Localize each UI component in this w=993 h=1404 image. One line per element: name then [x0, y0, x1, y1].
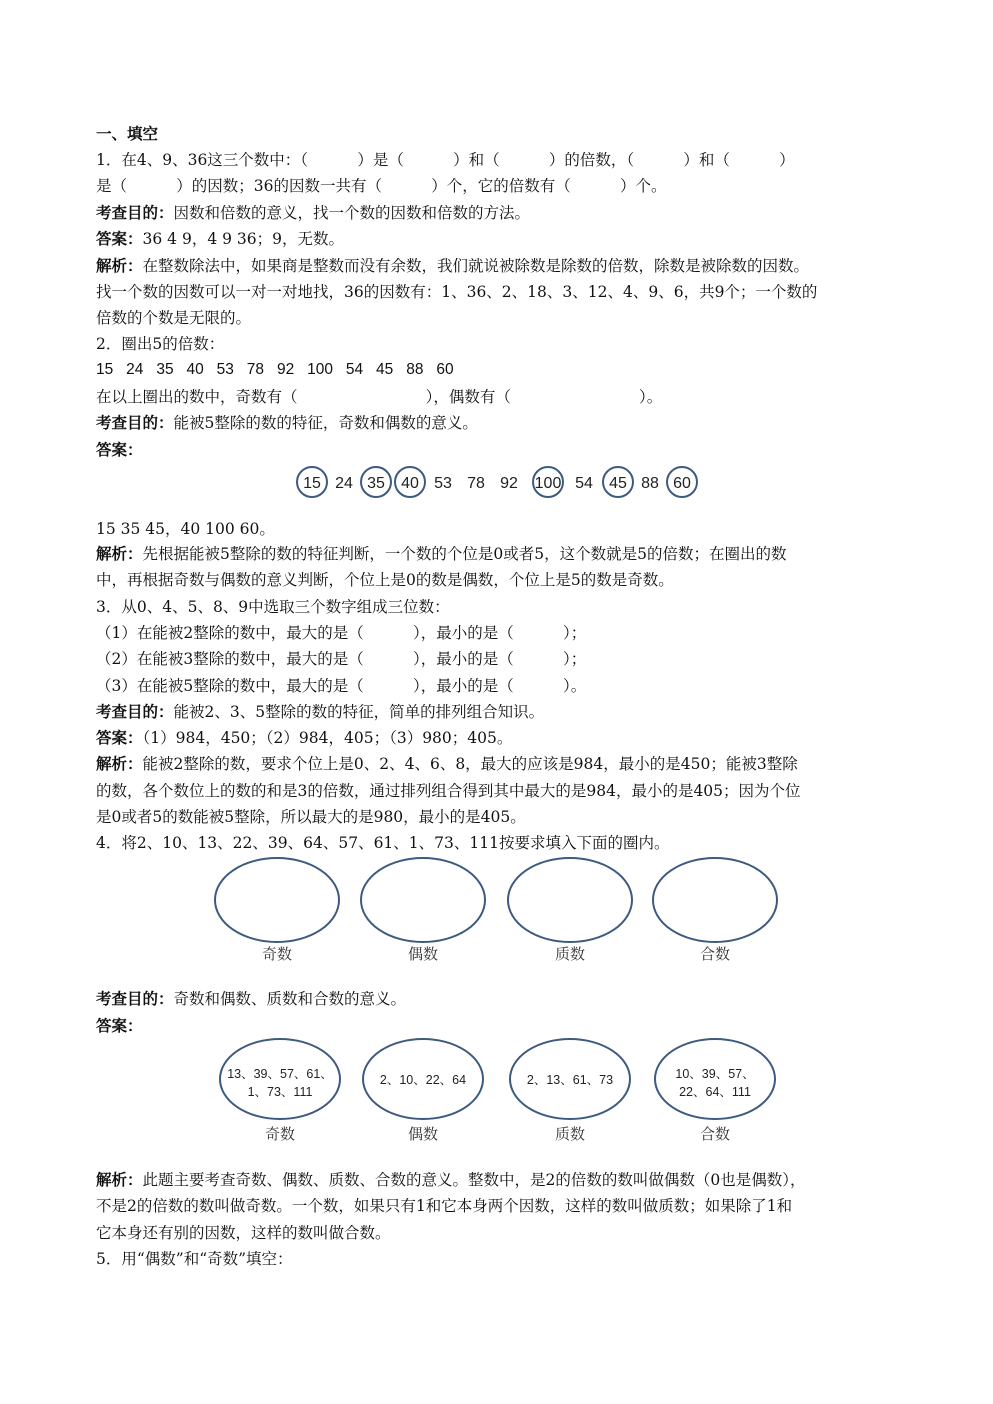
q2-answer-label: 答案：: [96, 440, 143, 459]
answer-circle: [220, 1039, 340, 1143]
q3-purpose: [96, 699, 544, 725]
q1-line1: 1．在4、9、36这三个数中：（ ）是（ ）和（ ）的倍数，（ ）和（ ）: [96, 151, 795, 169]
analysis-label: 解析：: [96, 544, 143, 563]
q1-analysis-line3: 倍数的个数是无限的。: [96, 309, 252, 327]
circled-number-item: [395, 467, 425, 497]
purpose-label: 考查目的：: [96, 203, 174, 222]
number-label: 24: [335, 475, 353, 492]
purpose-text: 能被2、3、5整除的数的特征，简单的排列组合知识。: [173, 703, 545, 721]
number-label: 60: [673, 475, 691, 492]
number-label: 15: [303, 475, 321, 492]
answer-circle: [363, 1039, 483, 1143]
category-label: 质数: [554, 1126, 586, 1143]
category-label: 合数: [699, 1126, 731, 1143]
q3-answer: [96, 725, 512, 751]
q4-analysis-line3: 它本身还有别的因数，这样的数叫做合数。: [96, 1224, 391, 1242]
purpose-text: 能被5整除的数的特征，奇数和偶数的意义。: [173, 414, 478, 432]
q3-analysis-line2: 的数，各个数位上的数的和是3的倍数，通过排列组合得到其中最大的是984，最小的是405；因为个位: [96, 782, 801, 800]
number-label: 92: [500, 475, 518, 492]
section-title: 一、填空: [96, 124, 159, 143]
circled-number-item: [500, 475, 518, 492]
analysis-text: 能被2整除的数，要求个位上是0、2、4、6、8，最大的应该是984，最小的是450；能被3整除: [142, 755, 798, 773]
answer-line: 10、39、57、: [675, 1067, 755, 1081]
answer-text: （1）984，450；（2）984，405；（3）980；405。: [142, 729, 513, 747]
answer-circle: [510, 1039, 630, 1143]
q1-answer: [96, 226, 344, 252]
answer-line: 13、39、57、61、: [227, 1067, 333, 1081]
purpose-text: 因数和倍数的意义，找一个数的因数和倍数的方法。: [173, 204, 531, 222]
category-label: 偶数: [407, 1126, 439, 1143]
q1-purpose: [96, 200, 530, 226]
q2-line1: 2．圈出5的倍数：: [96, 335, 225, 353]
analysis-label: 解析：: [96, 754, 143, 773]
q2-purpose: [96, 410, 478, 436]
number-label: 53: [434, 475, 452, 492]
q3-analysis-line3: 是0或者5的数能被5整除，所以最大的是980，最小的是405。: [96, 808, 526, 826]
q1-analysis: [96, 253, 809, 279]
purpose-text: 奇数和偶数、质数和合数的意义。: [173, 990, 407, 1008]
q4-purpose: [96, 986, 406, 1012]
number-label: 100: [534, 475, 562, 492]
q3-sub3: （3）在能被5整除的数中，最大的是（ ），最小的是（ ）。: [96, 677, 587, 695]
circled-number-item: [533, 467, 563, 497]
answer-line: 22、64、111: [679, 1085, 751, 1099]
number-label: 54: [575, 475, 593, 492]
number-label: 45: [609, 475, 627, 492]
analysis-text: 先根据能被5整除的数的特征判断，一个数的个位是0或者5，这个数就是5的倍数；在圈出的数: [142, 545, 787, 563]
analysis-label: 解析：: [96, 1170, 143, 1189]
q1-line2: 是（ ）的因数；36的因数一共有（ ）个，它的倍数有（ ）个。: [96, 177, 667, 195]
analysis-text: 此题主要考查奇数、偶数、质数、合数的意义。整数中，是2的倍数的数叫做偶数（0也是偶数），: [142, 1171, 806, 1189]
category-label: 偶数: [407, 946, 439, 963]
category-label: 奇数: [264, 1126, 296, 1143]
q1-analysis-line2: 找一个数的因数可以一对一对地找，36的因数有：1、36、2、18、3、12、4、9、6，共9个；一个数的: [96, 283, 818, 301]
q4-answer-label: 答案：: [96, 1016, 143, 1035]
category-circle: [215, 858, 339, 963]
q2-analysis: [96, 541, 786, 567]
answer-line: 2、13、61、73: [526, 1073, 614, 1087]
category-ellipse: [215, 858, 339, 942]
q4-analysis: [96, 1167, 806, 1193]
answer-circle: [655, 1039, 775, 1143]
number-label: 78: [467, 475, 485, 492]
category-ellipse: [361, 858, 485, 942]
number-label: 35: [367, 475, 385, 492]
circled-number-item: [335, 475, 353, 492]
purpose-label: 考查目的：: [96, 989, 174, 1008]
answer-label: 答案：: [96, 728, 143, 747]
purpose-label: 考查目的：: [96, 702, 174, 721]
circled-number-item: [467, 475, 485, 492]
q3-sub1: （1）在能被2整除的数中，最大的是（ ），最小的是（ ）；: [96, 624, 587, 642]
analysis-label: 解析：: [96, 256, 143, 275]
circled-number-item: [603, 467, 633, 497]
answer-label: 答案：: [96, 229, 143, 248]
q4-analysis-line2: 不是2的倍数的数叫做奇数。一个数，如果只有1和它本身两个因数，这样的数叫做质数；如果除了1和: [96, 1197, 793, 1215]
q3-analysis: [96, 751, 798, 777]
q3-sub2: （2）在能被3整除的数中，最大的是（ ），最小的是（ ）；: [96, 650, 587, 668]
category-circle: [361, 858, 485, 963]
q2-line3: 在以上圈出的数中，奇数有（ ），偶数有（ ）。: [96, 388, 663, 406]
q4-line1: 4．将2、10、13、22、39、64、57、61、1、73、111按要求填入下面的圈内。: [96, 834, 670, 852]
q5-line1: 5．用“偶数”和“奇数”填空：: [96, 1250, 293, 1268]
number-label: 40: [401, 475, 419, 492]
category-label: 合数: [699, 946, 731, 963]
circled-number-item: [297, 467, 327, 497]
circled-number-item: [641, 475, 659, 492]
q4-blank-circles-figure: [205, 852, 795, 972]
category-circle: [653, 858, 777, 963]
answer-text: 36 4 9，4 9 36；9，无数。: [142, 230, 344, 248]
answer-line: 1、73、111: [247, 1085, 313, 1099]
number-label: 88: [641, 475, 659, 492]
answer-line: 2、10、22、64: [379, 1073, 467, 1087]
q2-analysis-line2: 中，再根据奇数与偶数的意义判断，个位上是0的数是偶数，个位上是5的数是奇数。: [96, 571, 674, 589]
category-ellipse: [508, 858, 632, 942]
q3-line1: 3．从0、4、5、8、9中选取三个数字组成三位数：: [96, 598, 450, 616]
q4-answer-circles-figure: [205, 1035, 795, 1150]
q2-numbers: 15 24 35 40 53 78 92 100 54 45 88 60: [96, 361, 454, 378]
q2-circled-numbers-figure: [290, 462, 710, 502]
circled-number-item: [575, 475, 593, 492]
category-label: 奇数: [261, 946, 293, 963]
q2-answer-text: 15 35 45，40 100 60。: [96, 520, 275, 538]
circled-number-item: [361, 467, 391, 497]
category-circle: [508, 858, 632, 963]
circled-number-item: [667, 467, 697, 497]
category-label: 质数: [554, 946, 586, 963]
purpose-label: 考查目的：: [96, 413, 174, 432]
circled-number-item: [434, 475, 452, 492]
category-ellipse: [653, 858, 777, 942]
analysis-text: 在整数除法中，如果商是整数而没有余数，我们就说被除数是除数的倍数，除数是被除数的因数。: [142, 257, 810, 275]
